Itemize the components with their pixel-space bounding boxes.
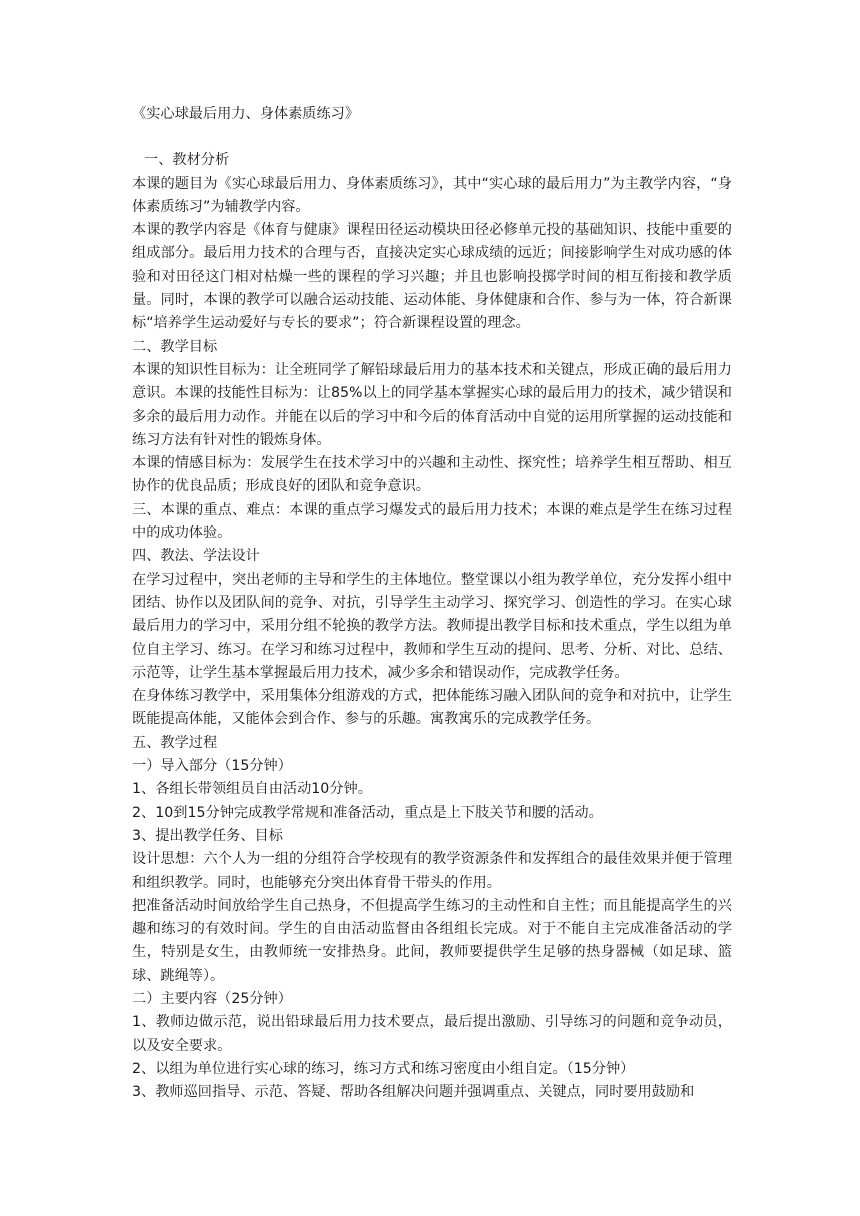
heading-teaching-objectives: 二、教学目标 (132, 338, 218, 355)
list-item: 1、教师边做示范，说出铅球最后用力技术要点，最后提出激励、引导练习的问题和竞争动员，以及安全要求。 (132, 1014, 732, 1054)
heading-textbook-analysis: 一、教材分析 (144, 152, 230, 169)
paragraph: 本课的情感目标为：发展学生在技术学习中的兴趣和主动性、探究性；培养学生相互帮助、相互协作的优良品质；形成良好的团队和竞争意识。 (132, 455, 732, 495)
list-item: 3、教师巡回指导、示范、答疑、帮助各组解决问题并强调重点、关键点，同时要用鼓励和 (132, 1084, 695, 1101)
subheading-main-content: 二）主要内容（25分钟） (132, 990, 292, 1007)
list-item: 3、提出教学任务、目标 (132, 827, 283, 844)
document-title: 《实心球最后用力、身体素质练习》 (132, 106, 360, 122)
paragraph: 本课的知识性目标为：让全班同学了解铅球最后用力的基本技术和关键点，形成正确的最后用力意识。本课的技能性目标为：让85%以上的同学基本掌握实心球的最后用力的技术，减少错误和多余的最后用力动作。并能在以后的学习中和今后的体育活动中自觉的运用所掌握的运动技能和练习方法有针对性的锻炼身体。 (132, 361, 732, 448)
subheading-intro: 一）导入部分（15分钟） (132, 758, 292, 775)
list-item: 1、各组长带领组员自由活动10分钟。 (132, 781, 372, 798)
heading-teaching-process: 五、教学过程 (132, 734, 218, 751)
paragraph: 本课的题目为《实心球最后用力、身体素质练习》，其中“实心球的最后用力”为主教学内容，“身体素质练习”为辅教学内容。 (132, 175, 732, 215)
paragraph: 本课的教学内容是《体育与健康》课程田径运动模块田径必修单元投的基础知识、技能中重要的组成部分。最后用力技术的合理与否，直接决定实心球成绩的远近；间接影响学生对成功感的体验和对田径这门相对枯燥一些的课程的学习兴趣；并且也影响投掷学时间的相互衔接和教学质量。同时，本课的教学可以融合运动技能、运动体能、身体健康和合作、参与为一体，符合新课标“培养学生运动爱好与专长的要求”；符合新课程设置的理念。 (132, 222, 732, 332)
list-item: 2、10到15分钟完成教学常规和准备活动，重点是上下肢关节和腰的活动。 (132, 804, 603, 821)
document-page (132, 103, 732, 1104)
list-item: 2、以组为单位进行实心球的练习，练习方式和练习密度由小组自定。（15分钟） (132, 1060, 635, 1077)
paragraph: 在学习过程中，突出老师的主导和学生的主体地位。整堂课以小组为教学单位，充分发挥小组中团结、协作以及团队间的竞争、对抗，引导学生主动学习、探究学习、创造性的学习。在实心球最后用力的学习中，采用分组不轮换的教学方法。教师提出教学目标和技术重点，学生以组为单位自主学习、练习。在学习和练习过程中，教师和学生互动的提问、思考、分析、对比、总结、示范等，让学生基本掌握最后用力技术，减少多余和错误动作，完成教学任务。 (132, 571, 732, 681)
paragraph: 把准备活动时间放给学生自己热身，不但提高学生练习的主动性和自主性；而且能提高学生的兴趣和练习的有效时间。学生的自由活动监督由各组组长完成。对于不能自主完成准备活动的学生，特别是女生，由教师统一安排热身。此间，教师要提供学生足够的热身器械（如足球、篮球、跳绳等）。 (132, 897, 732, 984)
heading-teaching-methods: 四、教法、学法设计 (132, 548, 260, 565)
paragraph: 三、本课的重点、难点：本课的重点学习爆发式的最后用力技术；本课的难点是学生在练习过程中的成功体验。 (132, 501, 732, 542)
paragraph: 在身体练习教学中，采用集体分组游戏的方式，把体能练习融入团队间的竞争和对抗中，让学生既能提高体能，又能体会到合作、参与的乐趣。寓教寓乐的完成教学任务。 (132, 688, 732, 728)
paragraph: 设计思想：六个人为一组的分组符合学校现有的教学资源条件和发挥组合的最佳效果并便于管理和组织教学。同时，也能够充分突出体育骨干带头的作用。 (132, 851, 732, 891)
